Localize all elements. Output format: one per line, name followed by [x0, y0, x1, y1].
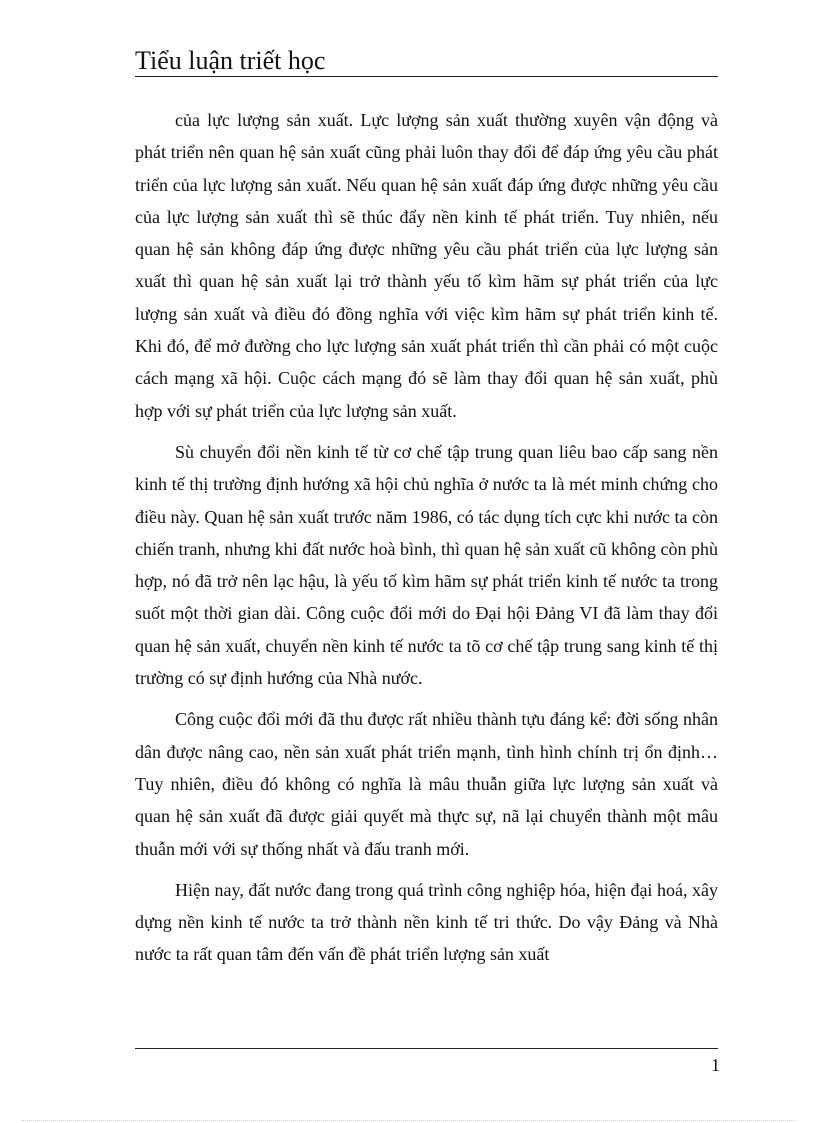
page-number: 1 — [711, 1055, 720, 1075]
paragraph: Hiện nay, đất nước đang trong quá trình công nghiệp hóa, hiện đại hoá, xây dựng nền kinh tế nước ta trở thành nền kinh tế tri thức. Do vậy Đảng và Nhà nước ta rất quan tâm đến vấn đề phát triển lượng sản xuất — [135, 879, 718, 965]
header-divider — [135, 76, 718, 77]
paragraph: Sù chuyển đổi nền kinh tế từ cơ chế tập trung quan liêu bao cấp sang nền kinh tế thị trường định hướng xã hội chủ nghĩa ở nước ta là mét minh chứng cho điều này. Quan hệ sản xuất trước năm 1986, có tác dụng tích cực khi nước ta còn chiến tranh, nhưng khi đất nước hoà bình, thì quan hệ sản xuất cũ không còn phù hợp, nó đã trở nên lạc hậu, là yếu tố kìm hãm sự phát triển kinh tế nước ta trong suốt một thời gian dài. Công cuộc đổi mới do Đại hội Đảng VI đã làm thay đổi quan hệ sản xuất, chuyển nền kinh tế nước ta tõ cơ chế tập trung sang kinh tế thị trường có sự định hướng của Nhà nước. — [135, 441, 718, 689]
page-header-title: Tiểu luận triết học — [135, 46, 326, 75]
paragraph: Công cuộc đổi mới đã thu được rất nhiều thành tựu đáng kể: đời sống nhân dân được nâng cao, nền sản xuất phát triển mạnh, tình hình chính trị ổn định…Tuy nhiên, điều đó không có nghĩa là mâu thuẫn giữa lực lượng sản xuất và quan hệ sản xuất đã được giải quyết mà thực sự, nã lại chuyển thành một mâu thuẫn mới với sự thống nhất và đấu tranh mới. — [135, 709, 718, 859]
footer-divider — [135, 1048, 718, 1049]
page-bottom-edge — [22, 1120, 794, 1121]
document-body — [135, 104, 718, 980]
paragraph: của lực lượng sản xuất. Lực lượng sản xuất thường xuyên vận động và phát triển nên quan hệ sản xuất cũng phải luôn thay đổi để đáp ứng yêu cầu phát triển của lực lượng sản xuất. Nếu quan hệ sản xuất đáp ứng được những yêu cầu của lực lượng sản xuất thì sẽ thúc đẩy nền kinh tế phát triển. Tuy nhiên, nếu quan hệ sản không đáp ứng được những yêu cầu phát triển của lực lượng sản xuất thì quan hệ sản xuất lại trở thành yếu tố kìm hãm sự phát triển của lực lượng sản xuất và điều đó đồng nghĩa với việc kìm hãm sự phát triển kinh tế. Khi đó, để mở đường cho lực lượng sản xuất phát triển thì cần phải có một cuộc cách mạng xã hội. Cuộc cách mạng đó sẽ làm thay đổi quan hệ sản xuất, phù hợp với sự phát triển của lực lượng sản xuất. — [135, 110, 718, 421]
